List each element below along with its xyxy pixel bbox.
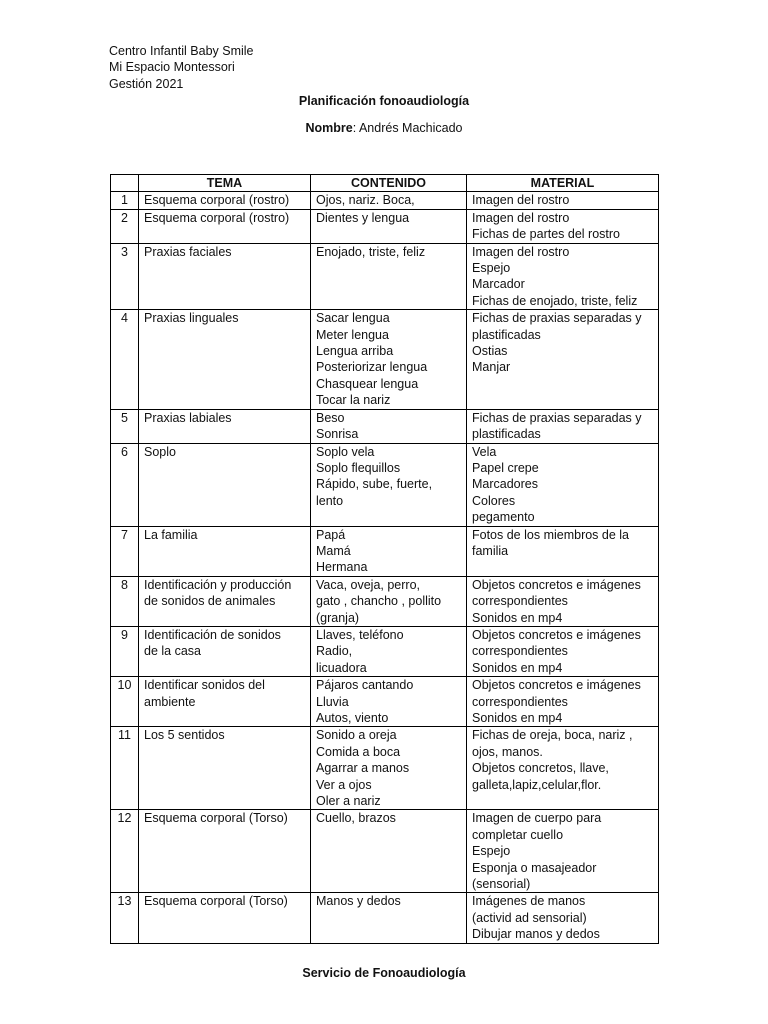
row-number: 7 [111, 526, 139, 576]
cell-tema [139, 409, 311, 443]
tema-line: Praxias linguales [144, 311, 239, 326]
contenido-line: Hermana [316, 560, 368, 575]
cell-contenido [311, 192, 467, 209]
material-line: Imagen del rostro [472, 210, 570, 225]
table-row [111, 677, 659, 727]
contenido-line: lento [316, 493, 344, 508]
header-tema: TEMA [139, 175, 311, 192]
material-line: Objetos concretos e imágenes [472, 577, 641, 592]
tema-line: Identificación de sonidos [144, 627, 281, 642]
tema-line: Identificar sonidos del [144, 678, 265, 693]
material-line: Objetos concretos e imágenes [472, 678, 641, 693]
contenido-line: Rápido, sube, fuerte, [316, 477, 433, 492]
row-number: 1 [111, 192, 139, 209]
material-line: Imagen del rostro [472, 193, 570, 208]
table-row [111, 209, 659, 243]
material-line: Objetos concretos, llave, [472, 761, 609, 776]
cell-tema [139, 727, 311, 810]
row-number: 4 [111, 310, 139, 409]
table-row [111, 409, 659, 443]
contenido-line: Lluvia [316, 694, 349, 709]
cell-contenido [311, 443, 467, 526]
planning-table [110, 174, 659, 944]
row-number: 11 [111, 727, 139, 810]
cell-material [467, 810, 659, 893]
material-line: Vela [472, 444, 497, 459]
contenido-line: Mamá [316, 543, 351, 558]
material-line: completar cuello [472, 827, 564, 842]
tema-line: ambiente [144, 694, 196, 709]
contenido-line: Soplo flequillos [316, 460, 401, 475]
table-header-row [111, 175, 659, 192]
table-row [111, 310, 659, 409]
contenido-line: Llaves, teléfono [316, 627, 404, 642]
tema-line: Praxias faciales [144, 244, 232, 259]
material-line: Marcadores [472, 477, 538, 492]
tema-line: Esquema corporal (rostro) [144, 210, 290, 225]
cell-material [467, 526, 659, 576]
material-line: correspondientes [472, 694, 568, 709]
table-row [111, 810, 659, 893]
tema-line: Los 5 sentidos [144, 728, 225, 743]
cell-contenido [311, 626, 467, 676]
header-number [111, 175, 139, 192]
cell-contenido [311, 677, 467, 727]
material-line: correspondientes [472, 644, 568, 659]
material-line: Ostias [472, 344, 508, 359]
material-line: correspondientes [472, 594, 568, 609]
contenido-line: gato , chancho , pollito [316, 594, 442, 609]
row-number: 13 [111, 893, 139, 943]
row-number: 2 [111, 209, 139, 243]
table-row [111, 626, 659, 676]
table-row [111, 893, 659, 943]
contenido-line: (granja) [316, 610, 360, 625]
material-line: Sonidos en mp4 [472, 610, 563, 625]
cell-contenido [311, 893, 467, 943]
student-name [0, 120, 768, 136]
cell-material [467, 893, 659, 943]
cell-material [467, 576, 659, 626]
header-year: Gestión 2021 [109, 76, 184, 91]
header-contenido: CONTENIDO [311, 175, 467, 192]
contenido-line: Sonido a oreja [316, 728, 397, 743]
cell-tema [139, 893, 311, 943]
table-row [111, 192, 659, 209]
cell-tema [139, 192, 311, 209]
contenido-line: Ojos, nariz. Boca, [316, 193, 415, 208]
header-material: MATERIAL [467, 175, 659, 192]
row-number: 9 [111, 626, 139, 676]
material-line: Imagen del rostro [472, 244, 570, 259]
material-line: Manjar [472, 360, 511, 375]
cell-material [467, 727, 659, 810]
contenido-line: Dientes y lengua [316, 210, 410, 225]
material-line: Marcador [472, 277, 525, 292]
material-line: plastificadas [472, 427, 541, 442]
row-number: 5 [111, 409, 139, 443]
contenido-line: Oler a nariz [316, 794, 381, 809]
cell-contenido [311, 409, 467, 443]
contenido-line: Lengua arriba [316, 344, 394, 359]
tema-line: Esquema corporal (Torso) [144, 894, 288, 909]
material-line: Objetos concretos e imágenes [472, 627, 641, 642]
cell-tema [139, 526, 311, 576]
cell-material [467, 192, 659, 209]
table-row [111, 443, 659, 526]
cell-contenido [311, 310, 467, 409]
contenido-line: Vaca, oveja, perro, [316, 577, 420, 592]
contenido-line: Ver a ojos [316, 777, 372, 792]
material-line: familia [472, 543, 509, 558]
cell-material [467, 626, 659, 676]
tema-line: de la casa [144, 644, 201, 659]
cell-tema [139, 677, 311, 727]
contenido-line: Cuello, brazos [316, 811, 396, 826]
material-line: Espejo [472, 844, 511, 859]
tema-line: Esquema corporal (rostro) [144, 193, 290, 208]
material-line: Fichas de enojado, triste, feliz [472, 293, 638, 308]
name-value: : Andrés Machicado [352, 121, 463, 135]
contenido-line: Pájaros cantando [316, 678, 414, 693]
cell-tema [139, 576, 311, 626]
tema-line: Praxias labiales [144, 410, 232, 425]
contenido-line: Autos, viento [316, 711, 389, 725]
material-line: ojos, manos. [472, 744, 543, 759]
contenido-line: Papá [316, 527, 346, 542]
cell-tema [139, 810, 311, 893]
material-line: Esponja o masajeador [472, 860, 597, 875]
contenido-line: Chasquear lengua [316, 376, 419, 391]
document-title: Planificación fonoaudiología [298, 94, 470, 108]
cell-tema [139, 209, 311, 243]
contenido-line: Soplo vela [316, 444, 375, 459]
name-label: Nombre [305, 121, 353, 135]
cell-material [467, 310, 659, 409]
cell-material [467, 409, 659, 443]
contenido-line: Comida a boca [316, 744, 401, 759]
row-number: 10 [111, 677, 139, 727]
row-number: 6 [111, 443, 139, 526]
contenido-line: Radio, [316, 644, 353, 659]
cell-contenido [311, 576, 467, 626]
material-line: galleta,lapiz,celular,flor. [472, 777, 602, 792]
table-row [111, 526, 659, 576]
table-row [111, 727, 659, 810]
cell-tema [139, 443, 311, 526]
contenido-line: Agarrar a manos [316, 761, 410, 776]
material-line: pegamento [472, 510, 535, 525]
material-line: Fichas de praxias separadas y [472, 410, 642, 425]
cell-material [467, 209, 659, 243]
document-header [109, 43, 254, 92]
cell-material [467, 677, 659, 727]
cell-contenido [311, 209, 467, 243]
table-row [111, 576, 659, 626]
material-line: plastificadas [472, 327, 541, 342]
header-institution: Centro Infantil Baby Smile [109, 44, 254, 58]
material-line: Dibujar manos y dedos [472, 927, 600, 942]
material-line: Colores [472, 493, 516, 508]
tema-line: Identificación y producción [144, 577, 292, 592]
material-line: Imagen de cuerpo para [472, 811, 602, 826]
header-program: Mi Espacio Montessori [109, 60, 235, 75]
material-line: Fichas de praxias separadas y [472, 311, 642, 326]
cell-contenido [311, 526, 467, 576]
material-line: Fichas de partes del rostro [472, 227, 620, 242]
material-line: Fichas de oreja, boca, nariz , [472, 728, 633, 743]
contenido-line: Posteriorizar lengua [316, 360, 428, 375]
tema-line: Soplo [144, 444, 176, 459]
tema-line: La familia [144, 527, 198, 542]
contenido-line: Enojado, triste, feliz [316, 244, 426, 259]
material-line: Sonidos en mp4 [472, 711, 563, 725]
cell-tema [139, 310, 311, 409]
contenido-line: licuadora [316, 660, 367, 675]
cell-tema [139, 626, 311, 676]
cell-contenido [311, 810, 467, 893]
document-footer: Servicio de Fonoaudiología [302, 966, 466, 980]
material-line: Sonidos en mp4 [472, 660, 563, 675]
contenido-line: Beso [316, 410, 345, 425]
material-line: Fotos de los miembros de la [472, 527, 630, 542]
row-number: 8 [111, 576, 139, 626]
table-row [111, 243, 659, 310]
cell-tema [139, 243, 311, 310]
cell-contenido [311, 243, 467, 310]
row-number: 3 [111, 243, 139, 310]
contenido-line: Tocar la nariz [316, 393, 391, 408]
cell-material [467, 443, 659, 526]
material-line: (sensorial) [472, 877, 531, 892]
material-line: (activid ad sensorial) [472, 910, 587, 925]
cell-contenido [311, 727, 467, 810]
contenido-line: Sonrisa [316, 427, 359, 442]
contenido-line: Manos y dedos [316, 894, 401, 909]
material-line: Papel crepe [472, 460, 539, 475]
contenido-line: Sacar lengua [316, 311, 390, 326]
tema-line: Esquema corporal (Torso) [144, 811, 288, 826]
contenido-line: Meter lengua [316, 327, 389, 342]
cell-material [467, 243, 659, 310]
tema-line: de sonidos de animales [144, 594, 276, 609]
material-line: Imágenes de manos [472, 894, 586, 909]
row-number: 12 [111, 810, 139, 893]
material-line: Espejo [472, 261, 511, 276]
